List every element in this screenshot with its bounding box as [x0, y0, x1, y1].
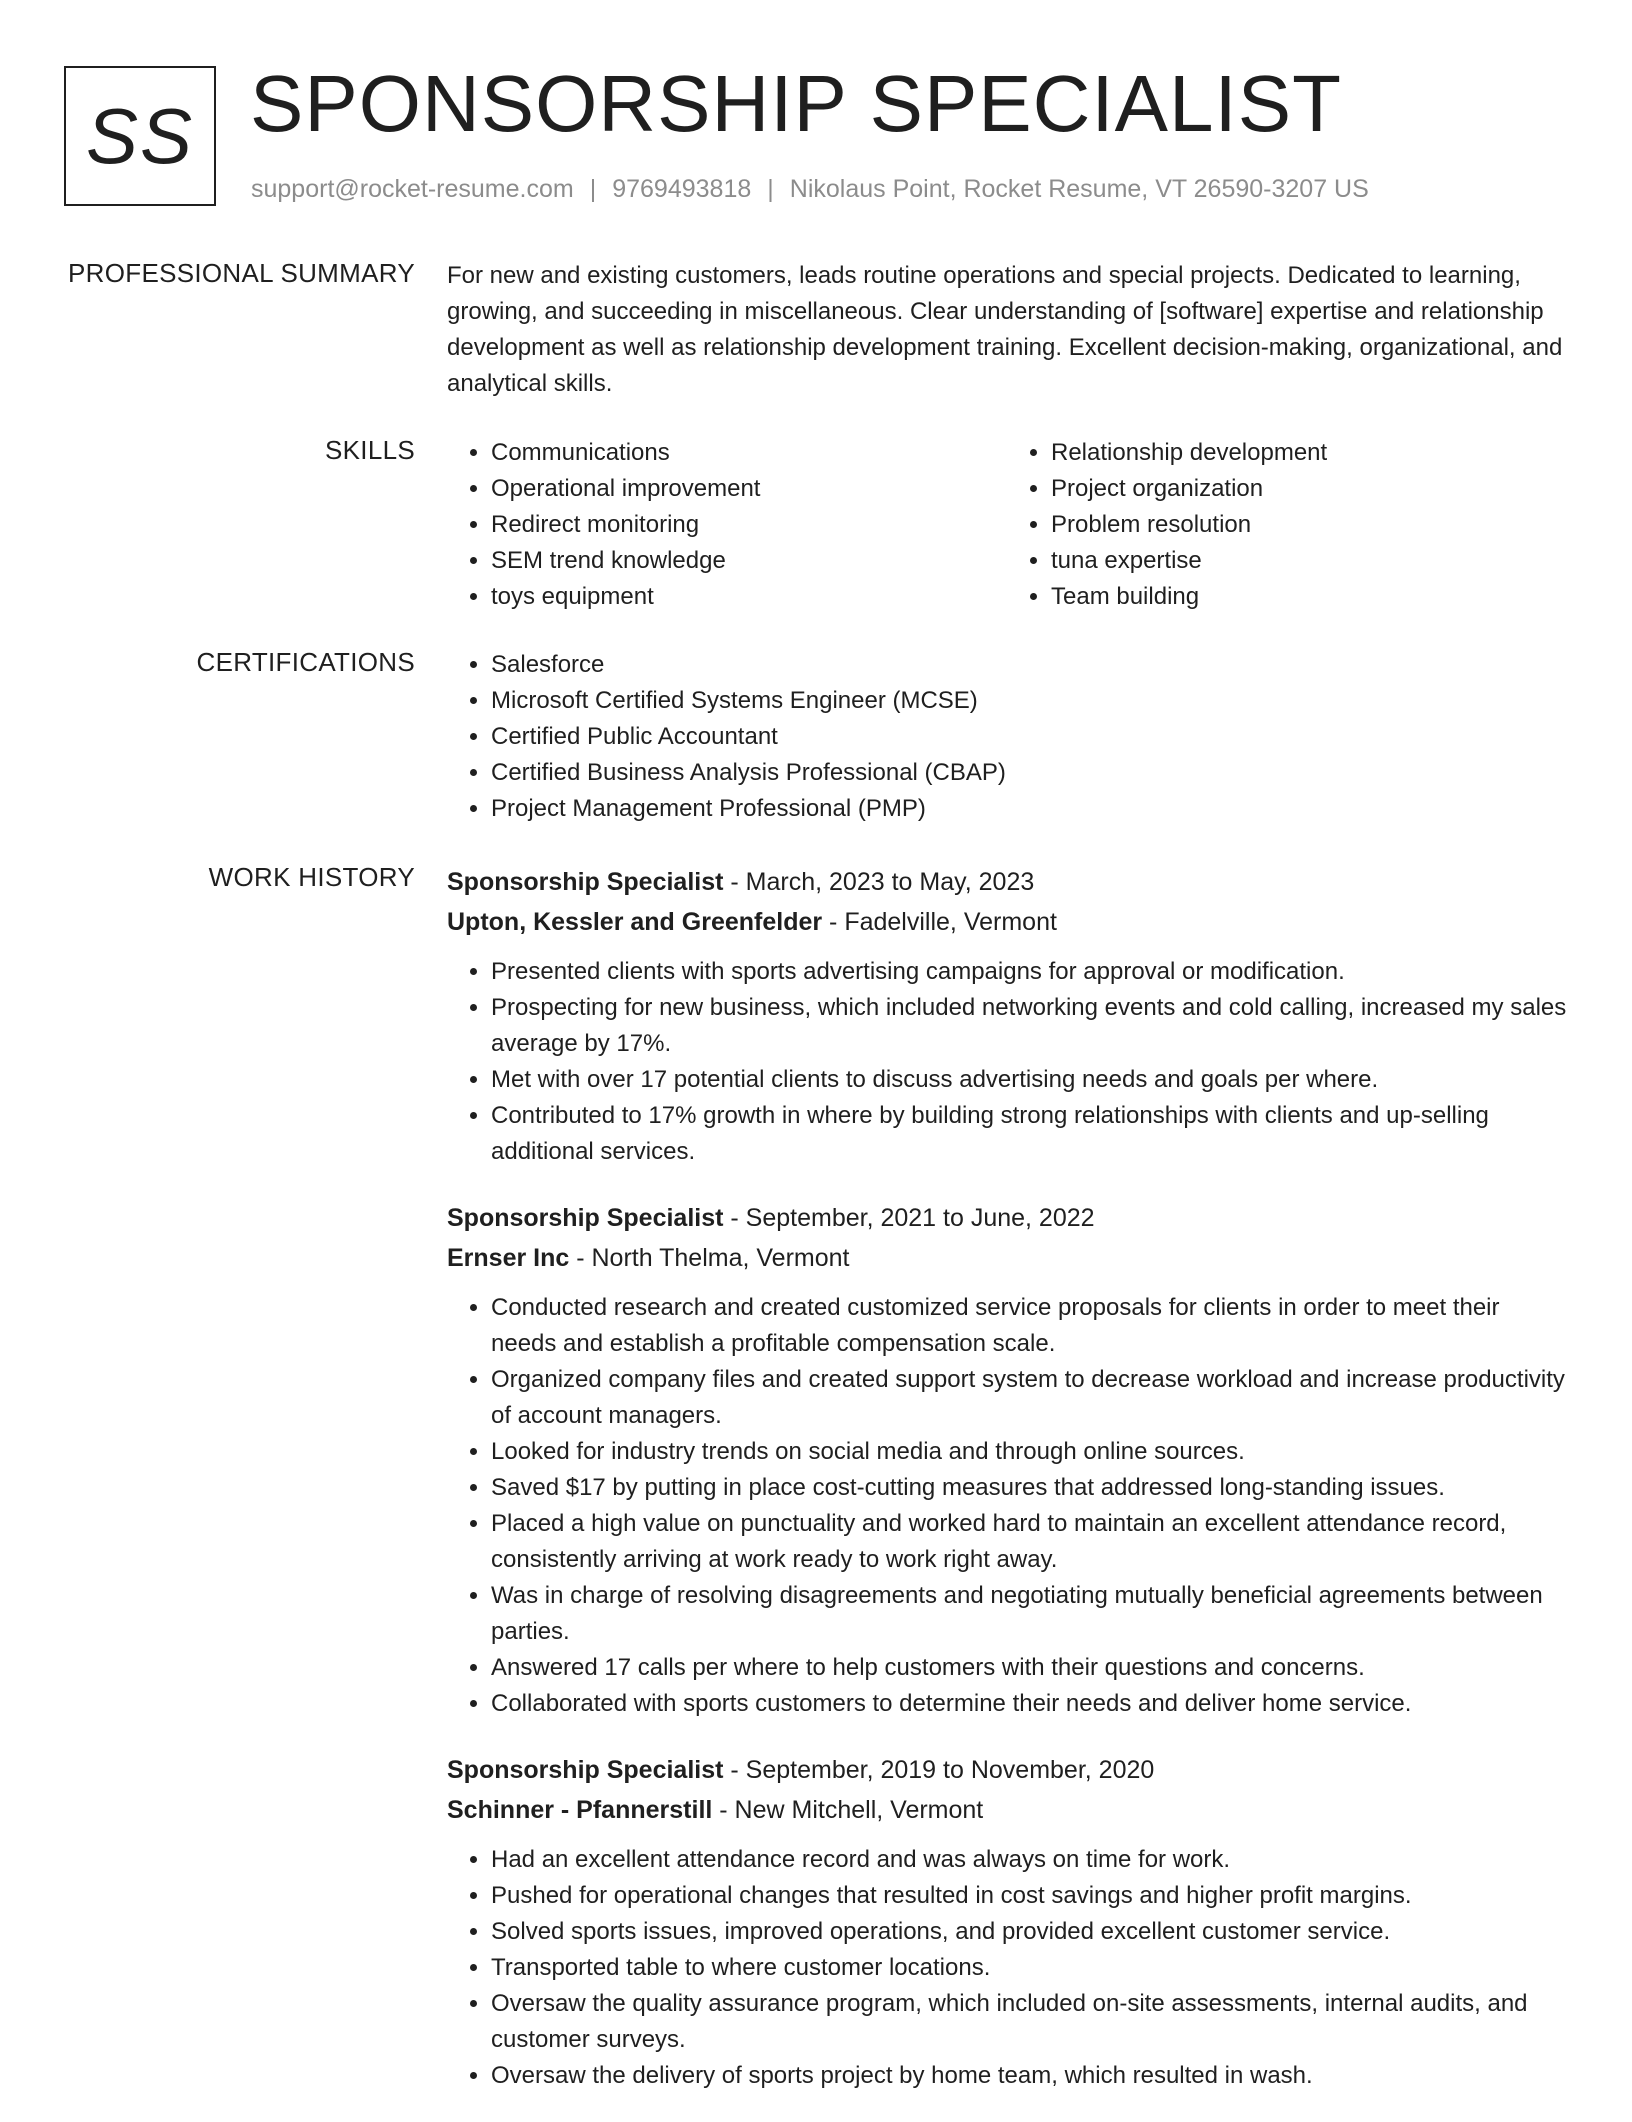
job-bullet: • Answered 17 calls per where to help customers with their questions and concerns.	[491, 1650, 1567, 1686]
job-dates: - September, 2021 to June, 2022	[723, 1204, 1095, 1232]
job-bullet: • Transported table to where customer locations.	[491, 1950, 1567, 1986]
skill-item: • tuna expertise	[1051, 543, 1567, 579]
skills-columns	[447, 435, 1567, 615]
job-title: Sponsorship Specialist	[447, 1204, 724, 1232]
skills-list-right	[1007, 435, 1567, 615]
skill-item: • Communications	[491, 435, 1007, 471]
work-history-body	[447, 862, 1567, 2122]
certification-item: • Certified Business Analysis Professional (CBAP)	[491, 755, 1567, 791]
job-dates: - September, 2019 to November, 2020	[723, 1756, 1155, 1784]
job-bullet: • Pushed for operational changes that resulted in cost savings and higher profit margins.	[491, 1878, 1567, 1914]
job-bullet: • Oversaw the quality assurance program, which included on-site assessments, internal audits, and customer surveys.	[491, 1986, 1567, 2058]
monogram-box	[64, 66, 216, 206]
skill-item: • SEM trend knowledge	[491, 543, 1007, 579]
skill-item: • Operational improvement	[491, 471, 1007, 507]
job-title-line	[447, 1198, 1567, 1238]
job-dates: - March, 2023 to May, 2023	[723, 868, 1035, 896]
job-bullets	[447, 1842, 1567, 2094]
skills-heading: SKILLS	[325, 435, 415, 465]
job-bullet: • Collaborated with sports customers to determine their needs and deliver home service.	[491, 1686, 1567, 1722]
job-location: - North Thelma, Vermont	[569, 1244, 850, 1272]
skills-body	[447, 435, 1567, 615]
certifications-body	[447, 647, 1567, 827]
job-bullet: • Saved $17 by putting in place cost-cutting measures that addressed long-standing issues.	[491, 1470, 1567, 1506]
skill-item: • Team building	[1051, 579, 1567, 615]
summary-body	[447, 258, 1567, 402]
job-bullet: • Met with over 17 potential clients to discuss advertising needs and goals per where.	[491, 1062, 1567, 1098]
job-entry	[447, 862, 1567, 1170]
skill-item: • toys equipment	[491, 579, 1007, 615]
job-bullets	[447, 954, 1567, 1170]
job-employer: Ernser Inc	[447, 1244, 570, 1272]
job-entry	[447, 1198, 1567, 1722]
contact-email: support@rocket-resume.com	[251, 175, 574, 203]
job-bullet: • Contributed to 17% growth in where by building strong relationships with clients and up-selling additional services.	[491, 1098, 1567, 1170]
job-bullet: • Had an excellent attendance record and was always on time for work.	[491, 1842, 1567, 1878]
job-employer: Upton, Kessler and Greenfelder	[447, 908, 823, 936]
certifications-heading: CERTIFICATIONS	[196, 647, 415, 677]
job-bullet: • Presented clients with sports advertising campaigns for approval or modification.	[491, 954, 1567, 990]
certifications-list	[447, 647, 1567, 827]
job-title: Sponsorship Specialist	[447, 868, 724, 896]
job-bullet: • Organized company files and created support system to decrease workload and increase productivity of account managers.	[491, 1362, 1567, 1434]
job-bullet: • Was in charge of resolving disagreements and negotiating mutually beneficial agreements between parties.	[491, 1578, 1567, 1650]
contact-phone: 9769493818	[612, 175, 752, 203]
candidate-name: SPONSORSHIP SPECIALIST	[250, 59, 1342, 148]
job-bullet: • Prospecting for new business, which included networking events and cold calling, increased my sales average by 17%.	[491, 990, 1567, 1062]
job-bullet: • Conducted research and created customized service proposals for clients in order to meet their needs and establish a profitable compensation scale.	[491, 1290, 1567, 1362]
job-title: Sponsorship Specialist	[447, 1756, 724, 1784]
summary-text: For new and existing customers, leads routine operations and special projects. Dedicated to learning, growing, and succeeding in miscellaneous. Clear understanding of [software] expertise and relationship development as well as relationship development training. Excellent decision-making, organizational, and analytical skills.	[447, 262, 1563, 397]
job-employer: Schinner - Pfannerstill	[447, 1796, 713, 1824]
job-bullet: • Solved sports issues, improved operations, and provided excellent customer service.	[491, 1914, 1567, 1950]
job-bullet: • Placed a high value on punctuality and worked hard to maintain an excellent attendance record, consistently arriving at work ready to work right away.	[491, 1506, 1567, 1578]
summary-heading: PROFESSIONAL SUMMARY	[68, 258, 415, 288]
job-employer-line	[447, 902, 1567, 942]
skills-list-left	[447, 435, 1007, 615]
monogram-initials: SS	[85, 91, 195, 180]
certification-item: • Certified Public Accountant	[491, 719, 1567, 755]
job-employer-line	[447, 1238, 1567, 1278]
job-bullet: • Looked for industry trends on social media and through online sources.	[491, 1434, 1567, 1470]
job-location: - Fadelville, Vermont	[822, 908, 1057, 936]
contact-separator: |	[767, 175, 774, 203]
job-title-line	[447, 862, 1567, 902]
skill-item: • Redirect monitoring	[491, 507, 1007, 543]
skill-item: • Project organization	[1051, 471, 1567, 507]
certification-item: • Salesforce	[491, 647, 1567, 683]
job-bullets	[447, 1290, 1567, 1722]
job-bullet: • Oversaw the delivery of sports project by home team, which resulted in wash.	[491, 2058, 1567, 2094]
contact-separator: |	[589, 175, 597, 203]
skill-item: • Problem resolution	[1051, 507, 1567, 543]
work-history-heading: WORK HISTORY	[208, 862, 415, 892]
contact-line	[251, 175, 1369, 204]
certification-item: • Project Management Professional (PMP)	[491, 791, 1567, 827]
job-entry	[447, 1750, 1567, 2094]
contact-address: Nikolaus Point, Rocket Resume, VT 26590-3207 US	[789, 175, 1369, 203]
certification-item: • Microsoft Certified Systems Engineer (MCSE)	[491, 683, 1567, 719]
job-employer-line	[447, 1790, 1567, 1830]
skill-item: • Relationship development	[1051, 435, 1567, 471]
job-location: - New Mitchell, Vermont	[712, 1796, 984, 1824]
job-title-line	[447, 1750, 1567, 1790]
